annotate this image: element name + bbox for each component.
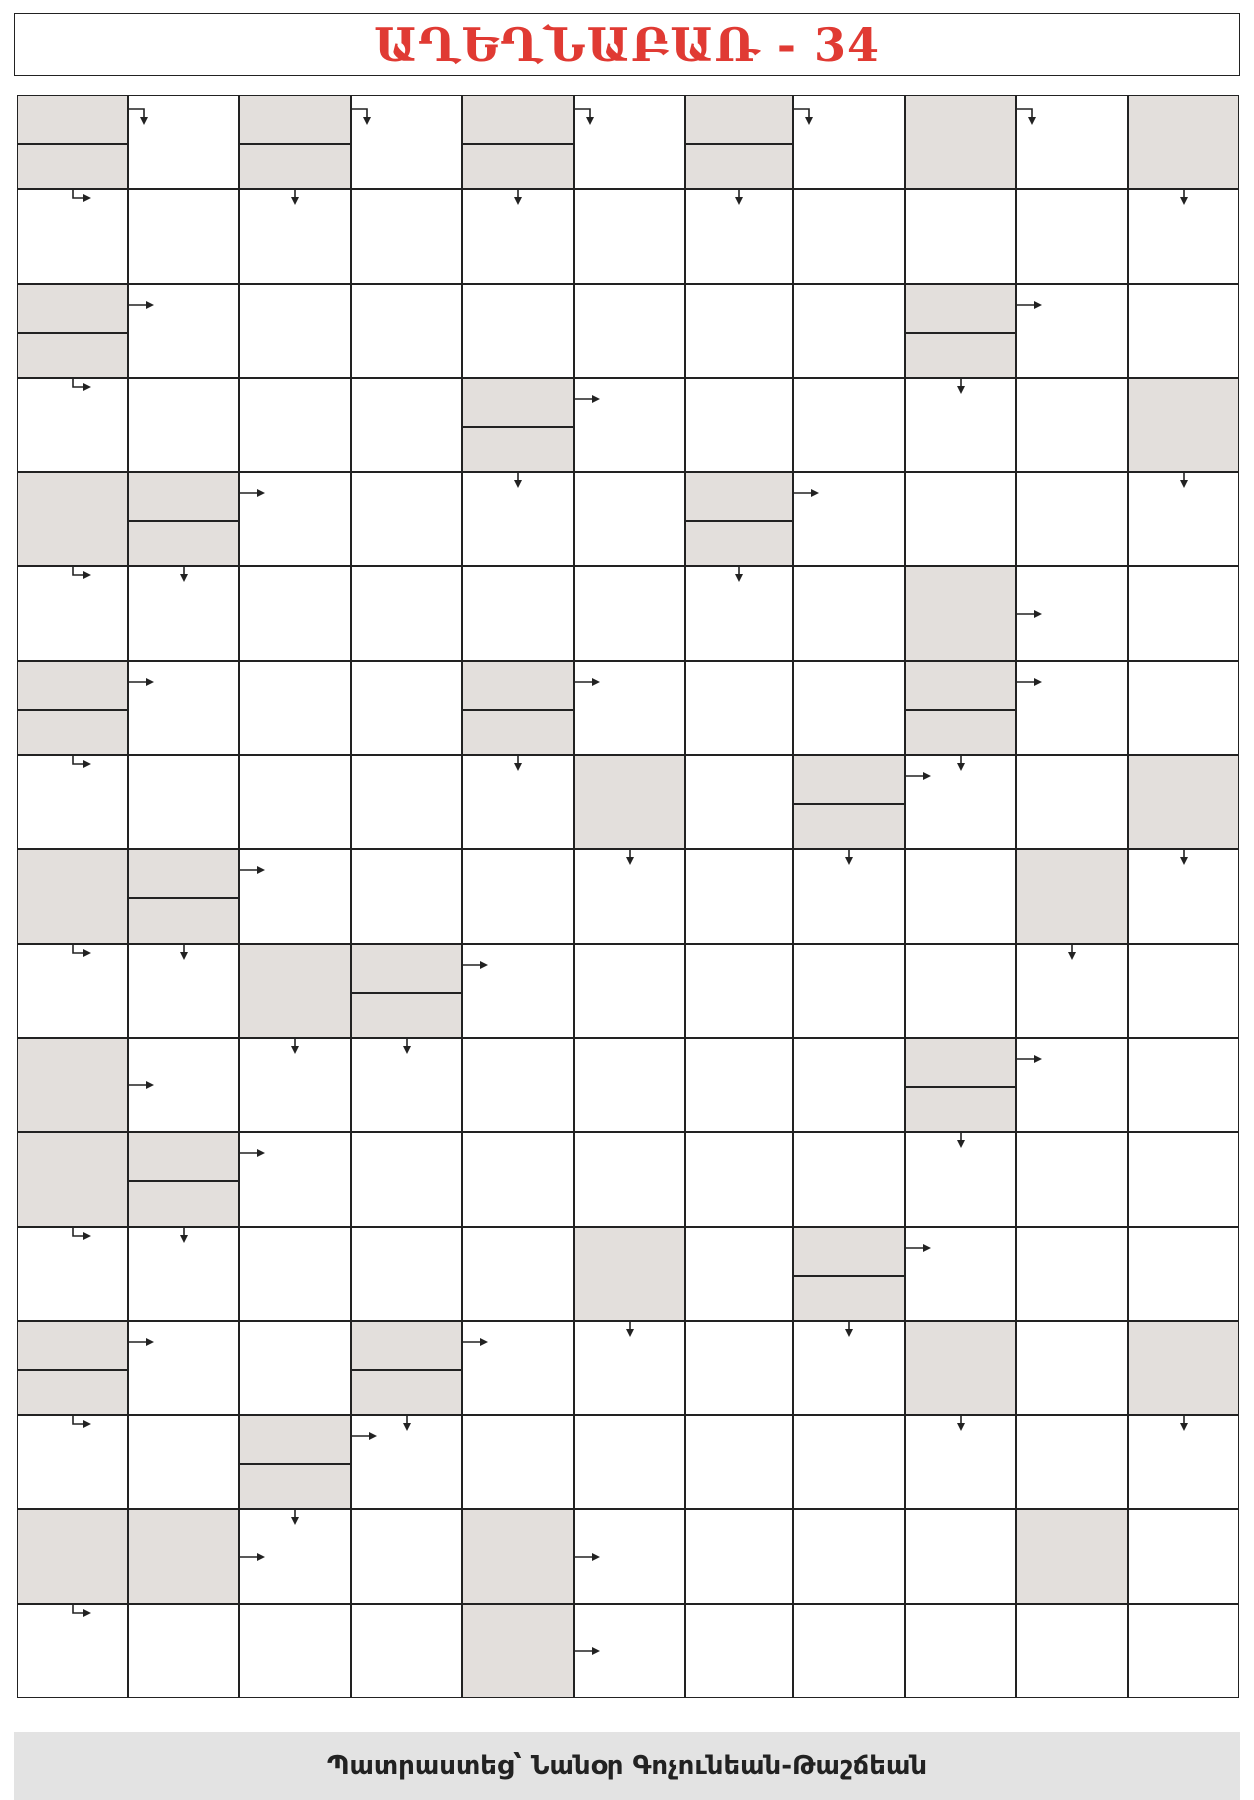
- arrow-head-icon: [1180, 480, 1188, 488]
- arrow-head-icon: [957, 386, 965, 394]
- arrow-head-icon: [369, 1432, 377, 1440]
- arrow-head-icon: [291, 197, 299, 205]
- arrow-head-icon: [403, 1423, 411, 1431]
- arrow-head-icon: [592, 1647, 600, 1655]
- arrow-head-icon: [257, 866, 265, 874]
- arrow-head-icon: [83, 949, 91, 957]
- arrow-head-icon: [83, 1232, 91, 1240]
- arrow-right-down-icon: [793, 109, 809, 123]
- arrow-head-icon: [146, 301, 154, 309]
- arrow-head-icon: [480, 961, 488, 969]
- footer-bar: [14, 1732, 1240, 1800]
- author-credit: Պատրաստեց՝ Նանօր Գոչունեան-Թաշճեան: [326, 1751, 928, 1781]
- arrow-head-icon: [735, 574, 743, 582]
- arrow-head-icon: [291, 1046, 299, 1054]
- arrow-head-icon: [592, 395, 600, 403]
- arrow-head-icon: [805, 117, 813, 125]
- arrow-head-icon: [83, 383, 91, 391]
- arrow-head-icon: [83, 1420, 91, 1428]
- arrow-head-icon: [291, 1517, 299, 1525]
- arrow-head-icon: [1034, 610, 1042, 618]
- arrow-head-icon: [1180, 857, 1188, 865]
- arrow-head-icon: [514, 480, 522, 488]
- arrow-head-icon: [363, 117, 371, 125]
- arrow-right-down-icon: [1016, 109, 1032, 123]
- arrow-head-icon: [514, 197, 522, 205]
- arrow-head-icon: [1034, 678, 1042, 686]
- arrow-head-icon: [257, 1149, 265, 1157]
- arrow-head-icon: [957, 1140, 965, 1148]
- title-box: [14, 13, 1240, 76]
- arrow-head-icon: [845, 1329, 853, 1337]
- arrow-head-icon: [1034, 301, 1042, 309]
- arrow-head-icon: [1180, 197, 1188, 205]
- arrow-head-icon: [180, 574, 188, 582]
- arrow-head-icon: [146, 1338, 154, 1346]
- arrow-head-icon: [83, 760, 91, 768]
- arrow-head-icon: [957, 1423, 965, 1431]
- arrow-head-icon: [592, 1553, 600, 1561]
- arrow-head-icon: [923, 1244, 931, 1252]
- arrow-head-icon: [845, 857, 853, 865]
- arrow-head-icon: [403, 1046, 411, 1054]
- arrow-right-down-icon: [128, 109, 144, 123]
- arrow-head-icon: [626, 1329, 634, 1337]
- arrow-head-icon: [735, 197, 743, 205]
- arrow-head-icon: [83, 571, 91, 579]
- arrow-head-icon: [83, 194, 91, 202]
- arrow-head-icon: [923, 772, 931, 780]
- arrow-head-icon: [180, 1235, 188, 1243]
- arrow-head-icon: [626, 857, 634, 865]
- grid-lines: [17, 95, 1239, 1698]
- arrow-head-icon: [146, 678, 154, 686]
- arrow-head-icon: [140, 117, 148, 125]
- crossword-grid[interactable]: [17, 95, 1239, 1698]
- arrow-head-icon: [592, 678, 600, 686]
- arrow-head-icon: [586, 117, 594, 125]
- arrow-head-icon: [180, 952, 188, 960]
- arrow-head-icon: [83, 1609, 91, 1617]
- arrow-head-icon: [1180, 1423, 1188, 1431]
- arrow-right-down-icon: [351, 109, 367, 123]
- arrow-head-icon: [257, 1553, 265, 1561]
- arrow-head-icon: [514, 763, 522, 771]
- arrow-head-icon: [1028, 117, 1036, 125]
- arrow-right-down-icon: [574, 109, 590, 123]
- arrow-head-icon: [811, 489, 819, 497]
- arrow-head-icon: [1068, 952, 1076, 960]
- arrow-head-icon: [146, 1081, 154, 1089]
- arrow-head-icon: [480, 1338, 488, 1346]
- arrow-head-icon: [257, 489, 265, 497]
- arrow-head-icon: [1034, 1055, 1042, 1063]
- puzzle-title: ԱՂԵՂՆԱԲԱՌ - 34: [373, 17, 881, 72]
- arrow-head-icon: [957, 763, 965, 771]
